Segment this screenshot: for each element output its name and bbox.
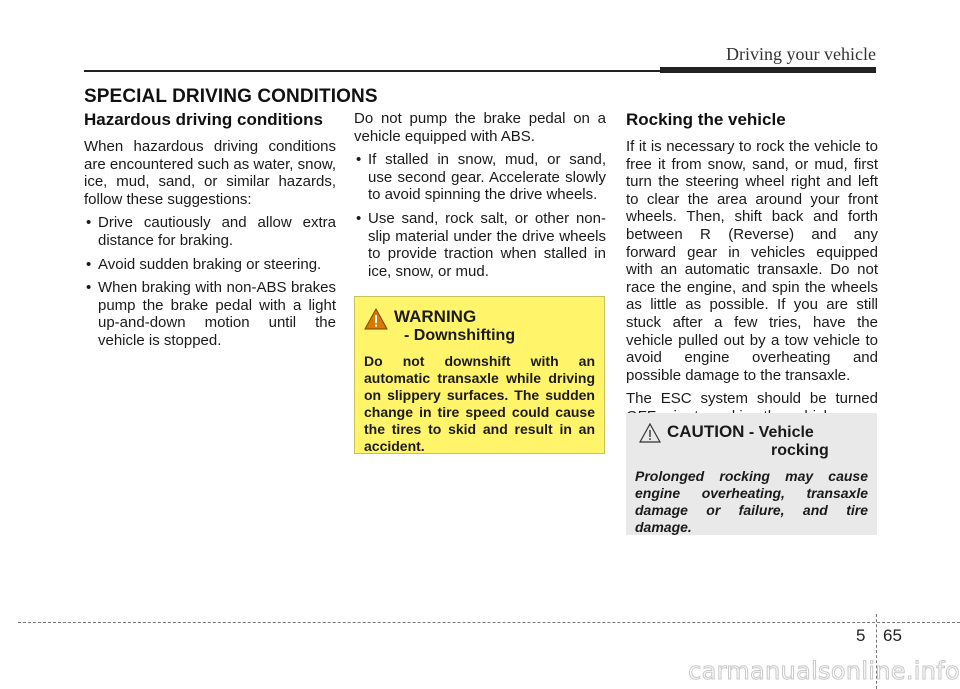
list-item: • Drive cautiously and allow extra distance for braking. bbox=[84, 214, 336, 249]
rocking-paragraph-1: If it is necessary to rock the vehicle to free it from snow, sand, or mud, first turn the steering wheel right and left to clear the area around your front wheels. Then, shift back and forth between R (Reverse) and any forward gear in vehicles equipped with an automatic transaxle. Do not race the engine, and spin the wheels as little as possible. If you are still stuck after a few tries, have the vehicle pulled out by a tow vehicle to avoid engine overheating and possible damage to the transaxle. bbox=[626, 138, 878, 384]
header-rule bbox=[84, 70, 660, 72]
column-rocking bbox=[626, 110, 878, 432]
caution-box bbox=[626, 413, 877, 535]
chapter-title: Driving your vehicle bbox=[726, 44, 876, 64]
section-title: SPECIAL DRIVING CONDITIONS bbox=[84, 86, 378, 107]
hazardous-heading: Hazardous driving conditions bbox=[84, 110, 323, 129]
caution-subtitle: - Vehicle bbox=[748, 424, 814, 441]
column-hazardous bbox=[84, 110, 336, 356]
header-rule-thick bbox=[660, 67, 876, 73]
caution-subtitle-line2: rocking bbox=[771, 442, 829, 459]
caution-triangle-icon bbox=[639, 423, 661, 443]
list-item: • When braking with non-ABS brakes pump the brake pedal with a light up-and-down motion until the vehicle is stopped. bbox=[84, 279, 336, 349]
hazardous-list bbox=[84, 214, 336, 349]
footer-rule bbox=[18, 622, 960, 623]
page-number: 65 bbox=[883, 626, 902, 645]
rocking-paragraph-2: The ESC system should be turned bbox=[626, 390, 878, 408]
list-item: • Use sand, rock salt, or other non-slip material under the drive wheels to provide traction when stalled in ice, snow, or mud. bbox=[354, 210, 606, 280]
caution-header bbox=[635, 423, 868, 460]
warning-title: WARNING bbox=[394, 307, 477, 326]
chapter-number: 5 bbox=[856, 626, 866, 645]
hazardous-intro: When hazardous driving conditions are encountered such as water, snow, ice, mud, sand, or similar hazards, follow these suggestions: bbox=[84, 138, 336, 208]
warning-box bbox=[354, 296, 605, 454]
warning-triangle-icon bbox=[364, 308, 388, 330]
warning-subtitle: - Downshifting bbox=[404, 327, 516, 344]
caution-title: CAUTION bbox=[667, 422, 745, 441]
caution-text: Prolonged rocking may cause engine overheating, transaxle damage or failure, and tire damage. bbox=[635, 468, 868, 535]
rocking-heading: Rocking the vehicle bbox=[626, 110, 786, 129]
watermark: carmanualsonline.info bbox=[688, 657, 960, 685]
list-item: • Avoid sudden braking or steering. bbox=[84, 256, 336, 274]
abs-paragraph: Do not pump the brake pedal on a vehicle equipped with ABS. bbox=[354, 110, 606, 145]
column-abs bbox=[354, 110, 606, 286]
abs-list bbox=[354, 151, 606, 280]
list-item: • If stalled in snow, mud, or sand, use second gear. Accelerate slowly to avoid spinning the drive wheels. bbox=[354, 151, 606, 204]
warning-header bbox=[364, 307, 595, 345]
warning-text: Do not downshift with an automatic transaxle while driving on slippery surfaces. The sudden change in tire speed could cause the tires to skid and result in an accident. bbox=[364, 353, 595, 454]
